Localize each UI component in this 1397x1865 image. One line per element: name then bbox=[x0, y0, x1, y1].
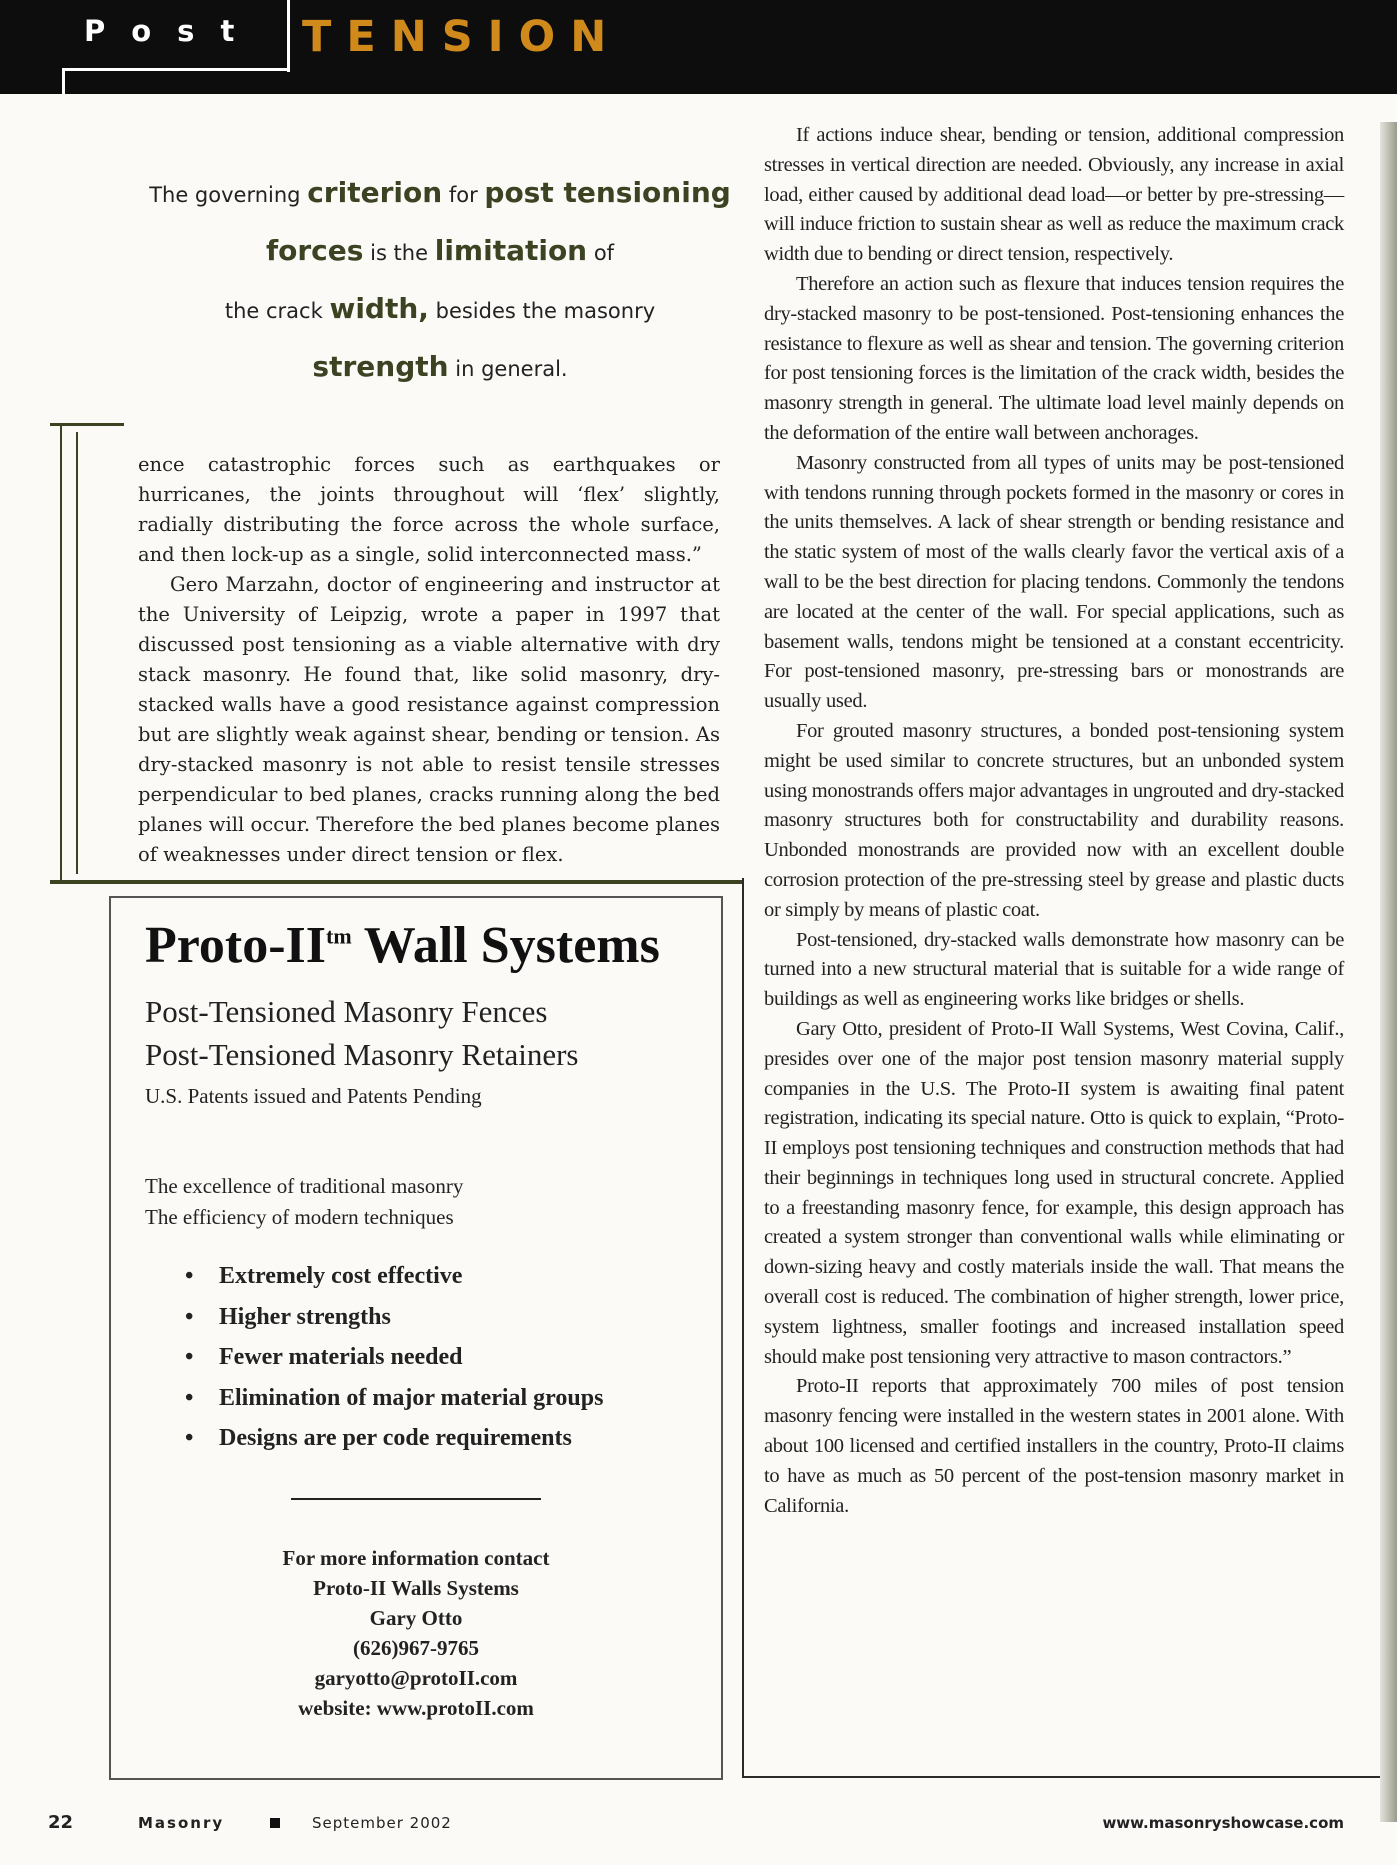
paragraph: ence catastrophic forces such as earthquakes or hurricanes, the joints throughout will ‘flex’ slightly, radially distributing the force across the whole surface, and then lock-up as a single, solid interconnected mass.” bbox=[138, 453, 720, 566]
contact-company: Proto-II Walls Systems bbox=[313, 1576, 519, 1600]
pull-keyword: post tensioning bbox=[484, 176, 731, 209]
list-item bbox=[185, 1304, 603, 1345]
ad-tagline: The excellence of traditional masonry bbox=[145, 1174, 464, 1198]
magazine-name: Masonry bbox=[138, 1814, 225, 1832]
issue-date: September 2002 bbox=[312, 1814, 452, 1832]
ad-title-rest: Wall Systems bbox=[351, 917, 660, 974]
ad-feature-list bbox=[185, 1263, 603, 1466]
pull-keyword: width, bbox=[329, 292, 429, 325]
ad-tagline: The efficiency of modern techniques bbox=[145, 1205, 454, 1229]
list-item-text: Designs are per code requirements bbox=[219, 1425, 572, 1451]
pull-text: The governing bbox=[149, 183, 301, 207]
list-item-text: Fewer materials needed bbox=[219, 1344, 463, 1370]
pull-text: of bbox=[593, 241, 615, 265]
bullet-icon: • bbox=[185, 1344, 194, 1370]
drop-cap-stroke bbox=[60, 423, 62, 883]
paragraph: If actions induce shear, bending or tension, additional compression stresses in vertical direction are needed. Obviously, any increase in axial load, either caused by additional dead load—or better by pre-stressing—will induce friction to sustain shear as well as reduce the maximum crack width due to bending or direct tension, respectively. bbox=[764, 124, 1344, 266]
column-rule bbox=[742, 878, 744, 1778]
ad-subtitle: Post-Tensioned Masonry Fences bbox=[145, 994, 548, 1029]
ad-divider bbox=[291, 1498, 541, 1500]
pull-quote bbox=[140, 165, 740, 397]
drop-cap-stroke bbox=[76, 432, 78, 874]
contact-heading: For more information contact bbox=[282, 1546, 550, 1570]
page-edge-image bbox=[1380, 122, 1397, 1822]
paragraph: Therefore an action such as flexure that induces tension requires the dry-stacked masonry to be post-tensioned. Post-tensioning enhances the resistance to flexure as well as shear and tension. The governing criterion for post tensioning forces is the limitation of the crack width, besides the masonry strength in general. The ultimate load level mainly depends on the deformation of the entire wall between anchorages. bbox=[764, 272, 1344, 444]
pull-keyword: criterion bbox=[307, 176, 443, 209]
list-item-text: Extremely cost effective bbox=[219, 1263, 463, 1289]
list-item bbox=[185, 1385, 603, 1426]
page-footer bbox=[0, 1806, 1397, 1842]
paragraph: Masonry constructed from all types of units may be post-tensioned with tendons running through pockets formed in the masonry or cores in the units themselves. A lack of shear strength or bending resistance and the static system of most of the walls clearly favor the vertical axis of a wall to be the best direction for placing tendons. Commonly the tendons are located at the center of the wall. For special applications, such as basement walls, tendons might be tensioned at a constant eccentricity. For post-tensioned masonry, pre-stressing bars or monostrands are usually used. bbox=[764, 451, 1344, 713]
pull-text: for bbox=[448, 183, 478, 207]
contact-email: garyotto@protoII.com bbox=[314, 1666, 518, 1690]
ad-subtitle: Post-Tensioned Masonry Retainers bbox=[145, 1037, 579, 1072]
list-item-text: Elimination of major material groups bbox=[219, 1384, 604, 1411]
contact-phone: (626)967-9765 bbox=[353, 1636, 479, 1660]
bullet-icon: • bbox=[185, 1303, 194, 1330]
section-title: TENSION bbox=[302, 12, 622, 62]
paragraph: For grouted masonry structures, a bonded post-tensioning system might be used similar to concrete structures, but an unbonded system using monostrands offers major advantages in ungrouted and dry-stacked masonry structures both for constructability and durability reasons. Unbonded monostrands are provided now with an excellent double corrosion protection of the pre-stressing steel by grease and plastic ducts or simply by means of plastic coat. bbox=[764, 719, 1344, 921]
page-number: 22 bbox=[48, 1812, 74, 1833]
paragraph: Gary Otto, president of Proto-II Wall Systems, West Covina, Calif., presides over one of the major post tension masonry material supply companies in the U.S. The Proto-II system is awaiting final patent registration, indicating its special nature. Otto is quick to explain, “Proto-II employs post tensioning techniques and construction methods that had their beginnings in techniques long used in structural concrete. Applied to a freestanding masonry fence, for example, this design approach has created a system stronger than conventional walls while eliminating or down-sizing heavy and costly materials inside the wall. That means the overall cost is reduced. The combination of higher strength, lower price, system lightness, smaller footings and increased installation speed should make post tensioning very attractive to mason contractors.” bbox=[764, 1017, 1344, 1368]
paragraph: Post-tensioned, dry-stacked walls demonstrate how masonry can be turned into a new structural material that is suitable for a wide range of buildings as well as engineering works like bridges or shells. bbox=[764, 928, 1344, 1011]
section-divider bbox=[50, 880, 742, 884]
pull-text: besides the masonry bbox=[435, 299, 656, 323]
list-item-text: Higher strengths bbox=[219, 1303, 391, 1330]
pull-text: in general. bbox=[455, 357, 568, 381]
ad-contact-block bbox=[111, 1543, 721, 1723]
list-item bbox=[185, 1344, 603, 1385]
contact-website: website: www.protoII.com bbox=[298, 1696, 534, 1720]
pull-text: is the bbox=[370, 241, 429, 265]
square-bullet-icon bbox=[270, 1818, 280, 1828]
advertisement bbox=[109, 896, 723, 1780]
list-item bbox=[185, 1263, 603, 1304]
pull-keyword: strength bbox=[312, 350, 449, 383]
article-column-right bbox=[764, 121, 1344, 1521]
header-underline bbox=[62, 68, 290, 71]
header-divider bbox=[287, 0, 290, 72]
pull-keyword: forces bbox=[265, 234, 364, 267]
website-url: www.masonryshowcase.com bbox=[1102, 1814, 1344, 1832]
ad-title bbox=[145, 916, 660, 975]
article-column-left bbox=[138, 450, 720, 870]
ad-title-brand: Proto-II bbox=[145, 917, 327, 974]
paragraph: Proto-II reports that approximately 700 miles of post tension masonry fencing were installed in the western states in 2001 alone. With about 100 licensed and certified installers in the country, Proto-II claims to have as much as 50 percent of the post-tension masonry market in California. bbox=[764, 1375, 1344, 1517]
trademark-mark: tm bbox=[326, 923, 352, 949]
pull-keyword: limitation bbox=[434, 234, 588, 267]
page-header bbox=[0, 0, 1397, 94]
bullet-icon: • bbox=[185, 1425, 194, 1451]
bullet-icon: • bbox=[185, 1384, 194, 1411]
ad-patent-note: U.S. Patents issued and Patents Pending bbox=[145, 1084, 482, 1108]
paragraph: Gero Marzahn, doctor of engineering and instructor at the University of Leipzig, wrote a paper in 1997 that discussed post tensioning as a viable alternative with dry stack masonry. He found that, like solid masonry, dry-stacked walls have a good resistance against compression but are slightly weak against shear, bending or tension. As dry-stacked masonry is not able to resist tensile stresses perpendicular to bed planes, cracks running along the bed planes will occur. Therefore the bed planes become planes of weaknesses under direct tension or flex. bbox=[138, 573, 720, 866]
column-rule bbox=[742, 1776, 1386, 1778]
header-tick bbox=[62, 68, 65, 94]
section-label: Post bbox=[84, 14, 261, 48]
bullet-icon: • bbox=[185, 1263, 194, 1289]
pull-text: the crack bbox=[224, 299, 323, 323]
list-item bbox=[185, 1425, 603, 1466]
contact-name: Gary Otto bbox=[369, 1606, 463, 1630]
